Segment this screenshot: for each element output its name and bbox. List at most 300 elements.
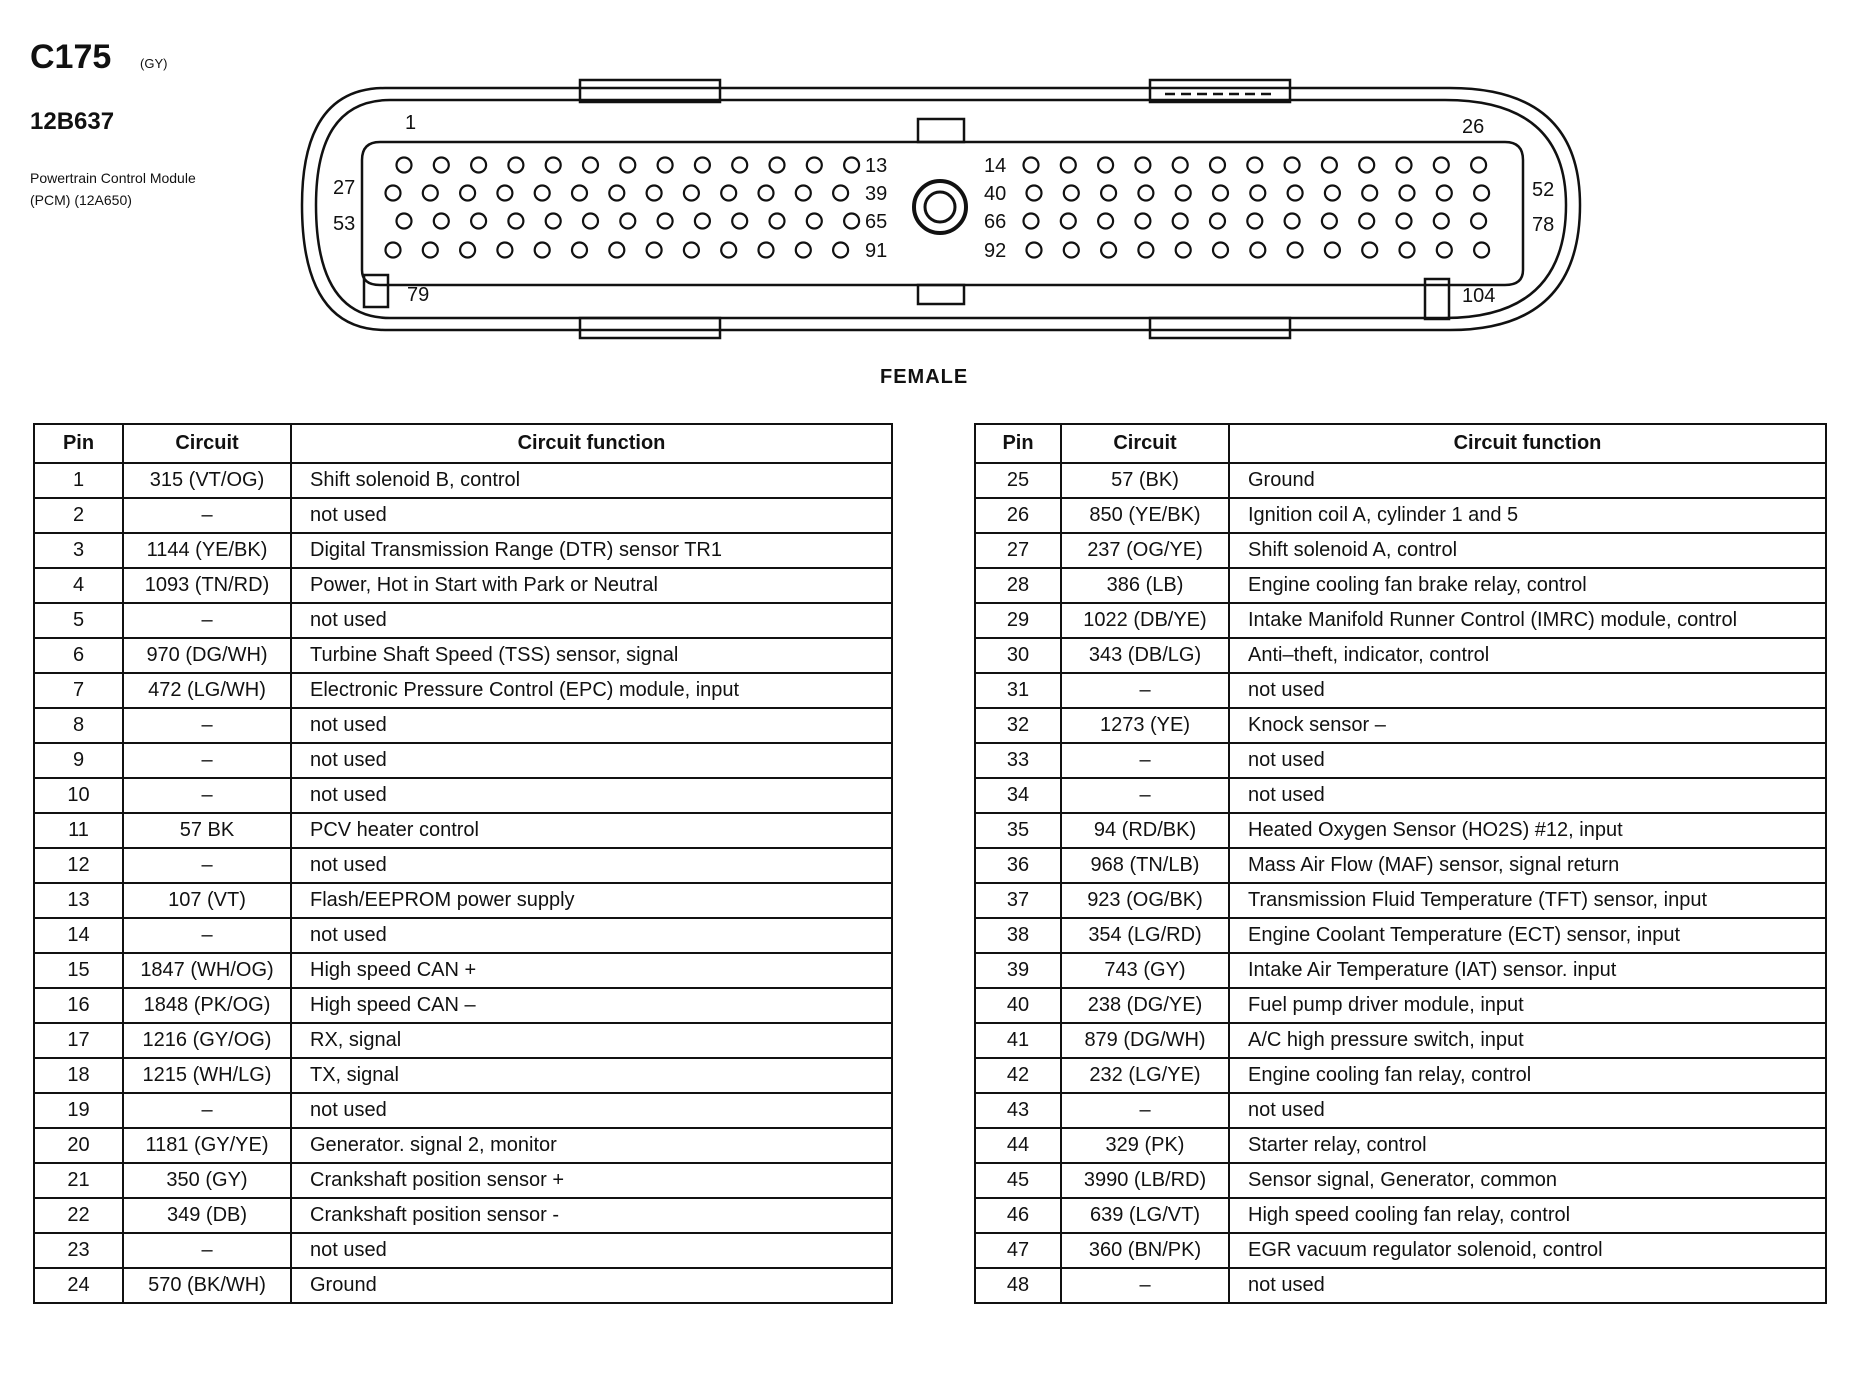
pin-label-104: 104 bbox=[1462, 285, 1496, 307]
pin-cell: 25 bbox=[975, 463, 1061, 498]
pin-cavity bbox=[1027, 243, 1042, 258]
pin-cavity bbox=[1434, 158, 1449, 173]
table-row bbox=[975, 1233, 1826, 1268]
connector-color-code: (GY) bbox=[140, 56, 168, 71]
connector-face-diagram bbox=[0, 0, 1850, 360]
pin-cavity bbox=[609, 243, 624, 258]
pin-cell: 7 bbox=[34, 673, 123, 708]
pin-cell: 47 bbox=[975, 1233, 1061, 1268]
pin-cavity bbox=[1210, 158, 1225, 173]
table-row bbox=[34, 1163, 892, 1198]
pin-cavity bbox=[1362, 186, 1377, 201]
pin-cell: 6 bbox=[34, 638, 123, 673]
function-cell: not used bbox=[1229, 1093, 1826, 1128]
pin-cell: 17 bbox=[34, 1023, 123, 1058]
pin-cavity bbox=[1471, 158, 1486, 173]
function-cell: not used bbox=[1229, 673, 1826, 708]
pin-cavity bbox=[471, 214, 486, 229]
circuit-cell: – bbox=[123, 1233, 291, 1268]
pin-cell: 18 bbox=[34, 1058, 123, 1093]
circuit-cell: – bbox=[1061, 778, 1229, 813]
pin-cavity bbox=[1288, 186, 1303, 201]
pin-cavity bbox=[1437, 243, 1452, 258]
table-row bbox=[34, 848, 892, 883]
pin-cell: 12 bbox=[34, 848, 123, 883]
pin-cavity bbox=[1213, 243, 1228, 258]
circuit-cell: 1093 (TN/RD) bbox=[123, 568, 291, 603]
pin-cavity bbox=[620, 214, 635, 229]
pin-cavity bbox=[658, 214, 673, 229]
pin-cavity bbox=[1098, 214, 1113, 229]
table-row bbox=[34, 883, 892, 918]
function-header: Circuit function bbox=[1229, 424, 1826, 463]
table-row bbox=[975, 568, 1826, 603]
pin-cavity bbox=[1250, 186, 1265, 201]
pin-cavity bbox=[535, 186, 550, 201]
connector-housing bbox=[302, 80, 1580, 338]
function-cell: not used bbox=[291, 1093, 892, 1128]
pin-cavity bbox=[770, 214, 785, 229]
function-cell: not used bbox=[291, 848, 892, 883]
table-row bbox=[975, 533, 1826, 568]
circuit-cell: 970 (DG/WH) bbox=[123, 638, 291, 673]
pin-cell: 16 bbox=[34, 988, 123, 1023]
table-row bbox=[975, 1268, 1826, 1303]
pin-cell: 3 bbox=[34, 533, 123, 568]
pin-cavity bbox=[1359, 214, 1374, 229]
table-row bbox=[34, 638, 892, 673]
pin-cavity bbox=[434, 158, 449, 173]
function-cell: PCV heater control bbox=[291, 813, 892, 848]
circuit-cell: 349 (DB) bbox=[123, 1198, 291, 1233]
pin-cavity bbox=[1325, 243, 1340, 258]
table-row bbox=[34, 1198, 892, 1233]
pin-cavity bbox=[497, 186, 512, 201]
pin-cavity bbox=[1061, 214, 1076, 229]
pin-cavity bbox=[1325, 186, 1340, 201]
table-row bbox=[34, 568, 892, 603]
pin-cell: 2 bbox=[34, 498, 123, 533]
table-row bbox=[975, 1058, 1826, 1093]
circuit-cell: – bbox=[123, 1093, 291, 1128]
function-cell: not used bbox=[291, 778, 892, 813]
table-row bbox=[34, 603, 892, 638]
table-row bbox=[975, 988, 1826, 1023]
circuit-cell: 879 (DG/WH) bbox=[1061, 1023, 1229, 1058]
pin-cell: 48 bbox=[975, 1268, 1061, 1303]
pin-cavity bbox=[572, 186, 587, 201]
pin-cavity bbox=[1210, 214, 1225, 229]
function-cell: Electronic Pressure Control (EPC) module, input bbox=[291, 673, 892, 708]
circuit-cell: – bbox=[123, 708, 291, 743]
pin-cell: 37 bbox=[975, 883, 1061, 918]
circuit-cell: 350 (GY) bbox=[123, 1163, 291, 1198]
function-cell: Fuel pump driver module, input bbox=[1229, 988, 1826, 1023]
function-cell: Anti–theft, indicator, control bbox=[1229, 638, 1826, 673]
table-row bbox=[34, 708, 892, 743]
circuit-cell: 570 (BK/WH) bbox=[123, 1268, 291, 1303]
table-row bbox=[975, 1093, 1826, 1128]
circuit-cell: 1216 (GY/OG) bbox=[123, 1023, 291, 1058]
pin-cavity bbox=[1434, 214, 1449, 229]
function-cell: High speed cooling fan relay, control bbox=[1229, 1198, 1826, 1233]
function-cell: Crankshaft position sensor - bbox=[291, 1198, 892, 1233]
pin-cell: 28 bbox=[975, 568, 1061, 603]
table-row bbox=[975, 1198, 1826, 1233]
pin-header: Pin bbox=[34, 424, 123, 463]
pin-cavity bbox=[721, 243, 736, 258]
component-description-line2: (PCM) (12A650) bbox=[30, 192, 132, 208]
table-row bbox=[975, 883, 1826, 918]
pin-cell: 9 bbox=[34, 743, 123, 778]
function-cell: Intake Air Temperature (IAT) sensor. input bbox=[1229, 953, 1826, 988]
pin-cavity bbox=[1176, 186, 1191, 201]
pin-cavity bbox=[1285, 214, 1300, 229]
table-row bbox=[34, 743, 892, 778]
pin-cell: 40 bbox=[975, 988, 1061, 1023]
function-cell: not used bbox=[291, 708, 892, 743]
pin-label-65: 65 bbox=[865, 211, 888, 233]
pin-cell: 30 bbox=[975, 638, 1061, 673]
pin-cell: 38 bbox=[975, 918, 1061, 953]
pin-cavity bbox=[1400, 243, 1415, 258]
table-row bbox=[975, 743, 1826, 778]
circuit-cell: – bbox=[123, 778, 291, 813]
pin-cavity bbox=[732, 214, 747, 229]
circuit-cell: 354 (LG/RD) bbox=[1061, 918, 1229, 953]
pin-cavity bbox=[1176, 243, 1191, 258]
pin-cavity bbox=[796, 243, 811, 258]
function-cell: Power, Hot in Start with Park or Neutral bbox=[291, 568, 892, 603]
pin-cell: 19 bbox=[34, 1093, 123, 1128]
function-cell: A/C high pressure switch, input bbox=[1229, 1023, 1826, 1058]
pin-cavity bbox=[1471, 214, 1486, 229]
pin-cavity bbox=[1322, 158, 1337, 173]
pin-cell: 45 bbox=[975, 1163, 1061, 1198]
table-row bbox=[975, 1128, 1826, 1163]
pin-cavity bbox=[647, 186, 662, 201]
pin-cell: 1 bbox=[34, 463, 123, 498]
circuit-cell: – bbox=[123, 603, 291, 638]
function-cell: High speed CAN – bbox=[291, 988, 892, 1023]
pin-table-left bbox=[33, 423, 893, 1304]
pin-cavity bbox=[460, 186, 475, 201]
pin-cell: 14 bbox=[34, 918, 123, 953]
pin-cell: 32 bbox=[975, 708, 1061, 743]
table-row bbox=[975, 708, 1826, 743]
circuit-cell: 1848 (PK/OG) bbox=[123, 988, 291, 1023]
pin-cavity bbox=[1247, 214, 1262, 229]
pin-cavity bbox=[460, 243, 475, 258]
pin-cell: 21 bbox=[34, 1163, 123, 1198]
pin-cavity bbox=[1064, 186, 1079, 201]
pin-table-right bbox=[974, 423, 1827, 1304]
table-row bbox=[975, 1023, 1826, 1058]
circuit-header: Circuit bbox=[1061, 424, 1229, 463]
table-row bbox=[34, 498, 892, 533]
pin-cavity bbox=[721, 186, 736, 201]
pin-cavity bbox=[434, 214, 449, 229]
pin-cell: 26 bbox=[975, 498, 1061, 533]
pin-cell: 10 bbox=[34, 778, 123, 813]
table-row bbox=[34, 1128, 892, 1163]
function-cell: Crankshaft position sensor + bbox=[291, 1163, 892, 1198]
function-cell: Shift solenoid A, control bbox=[1229, 533, 1826, 568]
table-row bbox=[975, 813, 1826, 848]
table-row bbox=[975, 638, 1826, 673]
function-cell: Flash/EEPROM power supply bbox=[291, 883, 892, 918]
table-row bbox=[34, 533, 892, 568]
table-row bbox=[34, 918, 892, 953]
pin-cell: 20 bbox=[34, 1128, 123, 1163]
circuit-cell: 1022 (DB/YE) bbox=[1061, 603, 1229, 638]
pin-cavity bbox=[833, 186, 848, 201]
pin-label-92: 92 bbox=[984, 240, 1007, 262]
table-row bbox=[975, 463, 1826, 498]
circuit-cell: – bbox=[1061, 1093, 1229, 1128]
function-cell: Ground bbox=[1229, 463, 1826, 498]
circuit-cell: 743 (GY) bbox=[1061, 953, 1229, 988]
pin-label-13: 13 bbox=[865, 155, 888, 177]
circuit-cell: 57 (BK) bbox=[1061, 463, 1229, 498]
circuit-cell: 1215 (WH/LG) bbox=[123, 1058, 291, 1093]
circuit-cell: 107 (VT) bbox=[123, 883, 291, 918]
pin-label-40: 40 bbox=[984, 183, 1007, 205]
pin-cavity bbox=[1285, 158, 1300, 173]
function-cell: Ignition coil A, cylinder 1 and 5 bbox=[1229, 498, 1826, 533]
pin-cavity bbox=[695, 214, 710, 229]
pin-cell: 42 bbox=[975, 1058, 1061, 1093]
circuit-cell: 360 (BN/PK) bbox=[1061, 1233, 1229, 1268]
circuit-cell: 472 (LG/WH) bbox=[123, 673, 291, 708]
pin-cell: 44 bbox=[975, 1128, 1061, 1163]
connector-id: C175 bbox=[30, 38, 112, 76]
pin-cavity bbox=[386, 186, 401, 201]
pin-cell: 46 bbox=[975, 1198, 1061, 1233]
pin-cell: 39 bbox=[975, 953, 1061, 988]
pin-cavity bbox=[583, 214, 598, 229]
pin-cavity bbox=[759, 186, 774, 201]
table-row bbox=[34, 988, 892, 1023]
pin-cavity bbox=[508, 214, 523, 229]
circuit-cell: – bbox=[123, 918, 291, 953]
function-cell: Engine Coolant Temperature (ECT) sensor, input bbox=[1229, 918, 1826, 953]
circuit-cell: 57 BK bbox=[123, 813, 291, 848]
pin-cell: 4 bbox=[34, 568, 123, 603]
pin-cavity bbox=[684, 243, 699, 258]
table-row bbox=[34, 1268, 892, 1303]
pin-cavity bbox=[1397, 158, 1412, 173]
pin-cavity bbox=[1213, 186, 1228, 201]
pin-cavity bbox=[732, 158, 747, 173]
pin-cavity bbox=[807, 158, 822, 173]
circuit-cell: 238 (DG/YE) bbox=[1061, 988, 1229, 1023]
function-cell: Digital Transmission Range (DTR) sensor TR1 bbox=[291, 533, 892, 568]
pin-cell: 34 bbox=[975, 778, 1061, 813]
pin-cavity bbox=[1250, 243, 1265, 258]
table-row bbox=[34, 1023, 892, 1058]
table-row bbox=[975, 1163, 1826, 1198]
pin-cell: 13 bbox=[34, 883, 123, 918]
function-cell: Ground bbox=[291, 1268, 892, 1303]
pin-cell: 36 bbox=[975, 848, 1061, 883]
pin-cell: 41 bbox=[975, 1023, 1061, 1058]
table-row bbox=[34, 463, 892, 498]
circuit-cell: – bbox=[123, 848, 291, 883]
pin-cavity bbox=[386, 243, 401, 258]
function-cell: Sensor signal, Generator, common bbox=[1229, 1163, 1826, 1198]
function-cell: not used bbox=[1229, 743, 1826, 778]
pin-cell: 35 bbox=[975, 813, 1061, 848]
circuit-cell: – bbox=[123, 498, 291, 533]
pin-cavity bbox=[684, 186, 699, 201]
circuit-cell: 343 (DB/LG) bbox=[1061, 638, 1229, 673]
table-row bbox=[975, 953, 1826, 988]
pin-label-27: 27 bbox=[333, 177, 356, 199]
pin-cell: 11 bbox=[34, 813, 123, 848]
function-cell: Shift solenoid B, control bbox=[291, 463, 892, 498]
table-header-row bbox=[975, 424, 1826, 463]
pin-cavity bbox=[1474, 243, 1489, 258]
pin-cavity bbox=[796, 186, 811, 201]
pin-cavity bbox=[471, 158, 486, 173]
pin-cell: 27 bbox=[975, 533, 1061, 568]
function-cell: not used bbox=[291, 498, 892, 533]
pin-cavity bbox=[1400, 186, 1415, 201]
pin-cavity bbox=[620, 158, 635, 173]
pin-cavity bbox=[770, 158, 785, 173]
pin-cavity bbox=[397, 158, 412, 173]
pin-cell: 33 bbox=[975, 743, 1061, 778]
function-cell: RX, signal bbox=[291, 1023, 892, 1058]
pin-label-1: 1 bbox=[405, 112, 417, 134]
function-cell: Transmission Fluid Temperature (TFT) sensor, input bbox=[1229, 883, 1826, 918]
function-cell: EGR vacuum regulator solenoid, control bbox=[1229, 1233, 1826, 1268]
pin-cavity bbox=[1322, 214, 1337, 229]
table-row bbox=[34, 673, 892, 708]
function-cell: not used bbox=[291, 918, 892, 953]
pin-cavity bbox=[844, 214, 859, 229]
pin-cell: 8 bbox=[34, 708, 123, 743]
pin-cavity bbox=[844, 158, 859, 173]
pin-cavity bbox=[423, 243, 438, 258]
pin-cavity bbox=[397, 214, 412, 229]
pin-cavity bbox=[546, 158, 561, 173]
circuit-cell: 850 (YE/BK) bbox=[1061, 498, 1229, 533]
table-row bbox=[34, 778, 892, 813]
pin-label-79: 79 bbox=[407, 284, 430, 306]
pin-cavity bbox=[1101, 186, 1116, 201]
pin-cell: 23 bbox=[34, 1233, 123, 1268]
table-header-row bbox=[34, 424, 892, 463]
pin-label-52: 52 bbox=[1532, 179, 1555, 201]
pin-cavities bbox=[386, 158, 1490, 258]
table-row bbox=[975, 673, 1826, 708]
pin-cavity bbox=[695, 158, 710, 173]
pin-cavity bbox=[497, 243, 512, 258]
table-row bbox=[975, 918, 1826, 953]
pin-cavity bbox=[572, 243, 587, 258]
pin-cavity bbox=[833, 243, 848, 258]
pin-label-53: 53 bbox=[333, 213, 356, 235]
view-label: FEMALE bbox=[880, 366, 969, 388]
pin-cavity bbox=[1098, 158, 1113, 173]
pin-cavity bbox=[1173, 214, 1188, 229]
circuit-cell: 1144 (YE/BK) bbox=[123, 533, 291, 568]
table-row bbox=[975, 778, 1826, 813]
function-cell: Generator. signal 2, monitor bbox=[291, 1128, 892, 1163]
pin-label-39: 39 bbox=[865, 183, 888, 205]
function-cell: not used bbox=[291, 1233, 892, 1268]
component-description-line1: Powertrain Control Module bbox=[30, 170, 196, 186]
pin-cell: 15 bbox=[34, 953, 123, 988]
pin-cavity bbox=[1362, 243, 1377, 258]
pin-cavity bbox=[609, 186, 624, 201]
function-cell: Turbine Shaft Speed (TSS) sensor, signal bbox=[291, 638, 892, 673]
function-cell: not used bbox=[1229, 1268, 1826, 1303]
pin-label-26: 26 bbox=[1462, 116, 1485, 138]
pin-cavity bbox=[1024, 158, 1039, 173]
circuit-cell: 94 (RD/BK) bbox=[1061, 813, 1229, 848]
pin-cavity bbox=[1135, 214, 1150, 229]
pin-cavity bbox=[1359, 158, 1374, 173]
pin-header: Pin bbox=[975, 424, 1061, 463]
circuit-cell: – bbox=[1061, 673, 1229, 708]
function-cell: Heated Oxygen Sensor (HO2S) #12, input bbox=[1229, 813, 1826, 848]
pin-label-14: 14 bbox=[984, 155, 1007, 177]
pin-cell: 5 bbox=[34, 603, 123, 638]
pin-cavity bbox=[1397, 214, 1412, 229]
table-row bbox=[34, 1233, 892, 1268]
table-row bbox=[34, 1093, 892, 1128]
circuit-cell: 329 (PK) bbox=[1061, 1128, 1229, 1163]
pin-cavity bbox=[1061, 158, 1076, 173]
circuit-cell: 232 (LG/YE) bbox=[1061, 1058, 1229, 1093]
pin-cavity bbox=[535, 243, 550, 258]
circuit-cell: 923 (OG/BK) bbox=[1061, 883, 1229, 918]
pin-cavity bbox=[1288, 243, 1303, 258]
function-cell: Engine cooling fan brake relay, control bbox=[1229, 568, 1826, 603]
pin-cavity bbox=[508, 158, 523, 173]
circuit-cell: 639 (LG/VT) bbox=[1061, 1198, 1229, 1233]
pin-label-78: 78 bbox=[1532, 214, 1555, 236]
pin-cavity bbox=[1247, 158, 1262, 173]
table-row bbox=[34, 953, 892, 988]
circuit-cell: – bbox=[1061, 743, 1229, 778]
table-row bbox=[975, 498, 1826, 533]
pin-cavity bbox=[1101, 243, 1116, 258]
pin-cavity bbox=[759, 243, 774, 258]
pin-cell: 22 bbox=[34, 1198, 123, 1233]
pin-cavity bbox=[807, 214, 822, 229]
function-cell: Engine cooling fan relay, control bbox=[1229, 1058, 1826, 1093]
pin-cavity bbox=[647, 243, 662, 258]
pin-cavity bbox=[1474, 186, 1489, 201]
circuit-cell: 1273 (YE) bbox=[1061, 708, 1229, 743]
pin-cavity bbox=[658, 158, 673, 173]
circuit-cell: – bbox=[123, 743, 291, 778]
circuit-cell: – bbox=[1061, 1268, 1229, 1303]
pin-cavity bbox=[583, 158, 598, 173]
circuit-cell: 315 (VT/OG) bbox=[123, 463, 291, 498]
pin-cell: 43 bbox=[975, 1093, 1061, 1128]
pin-cavity bbox=[1173, 158, 1188, 173]
function-cell: Starter relay, control bbox=[1229, 1128, 1826, 1163]
pin-label-91: 91 bbox=[865, 240, 888, 262]
table-row bbox=[975, 848, 1826, 883]
pin-cavity bbox=[1138, 186, 1153, 201]
part-number: 12B637 bbox=[30, 108, 115, 135]
